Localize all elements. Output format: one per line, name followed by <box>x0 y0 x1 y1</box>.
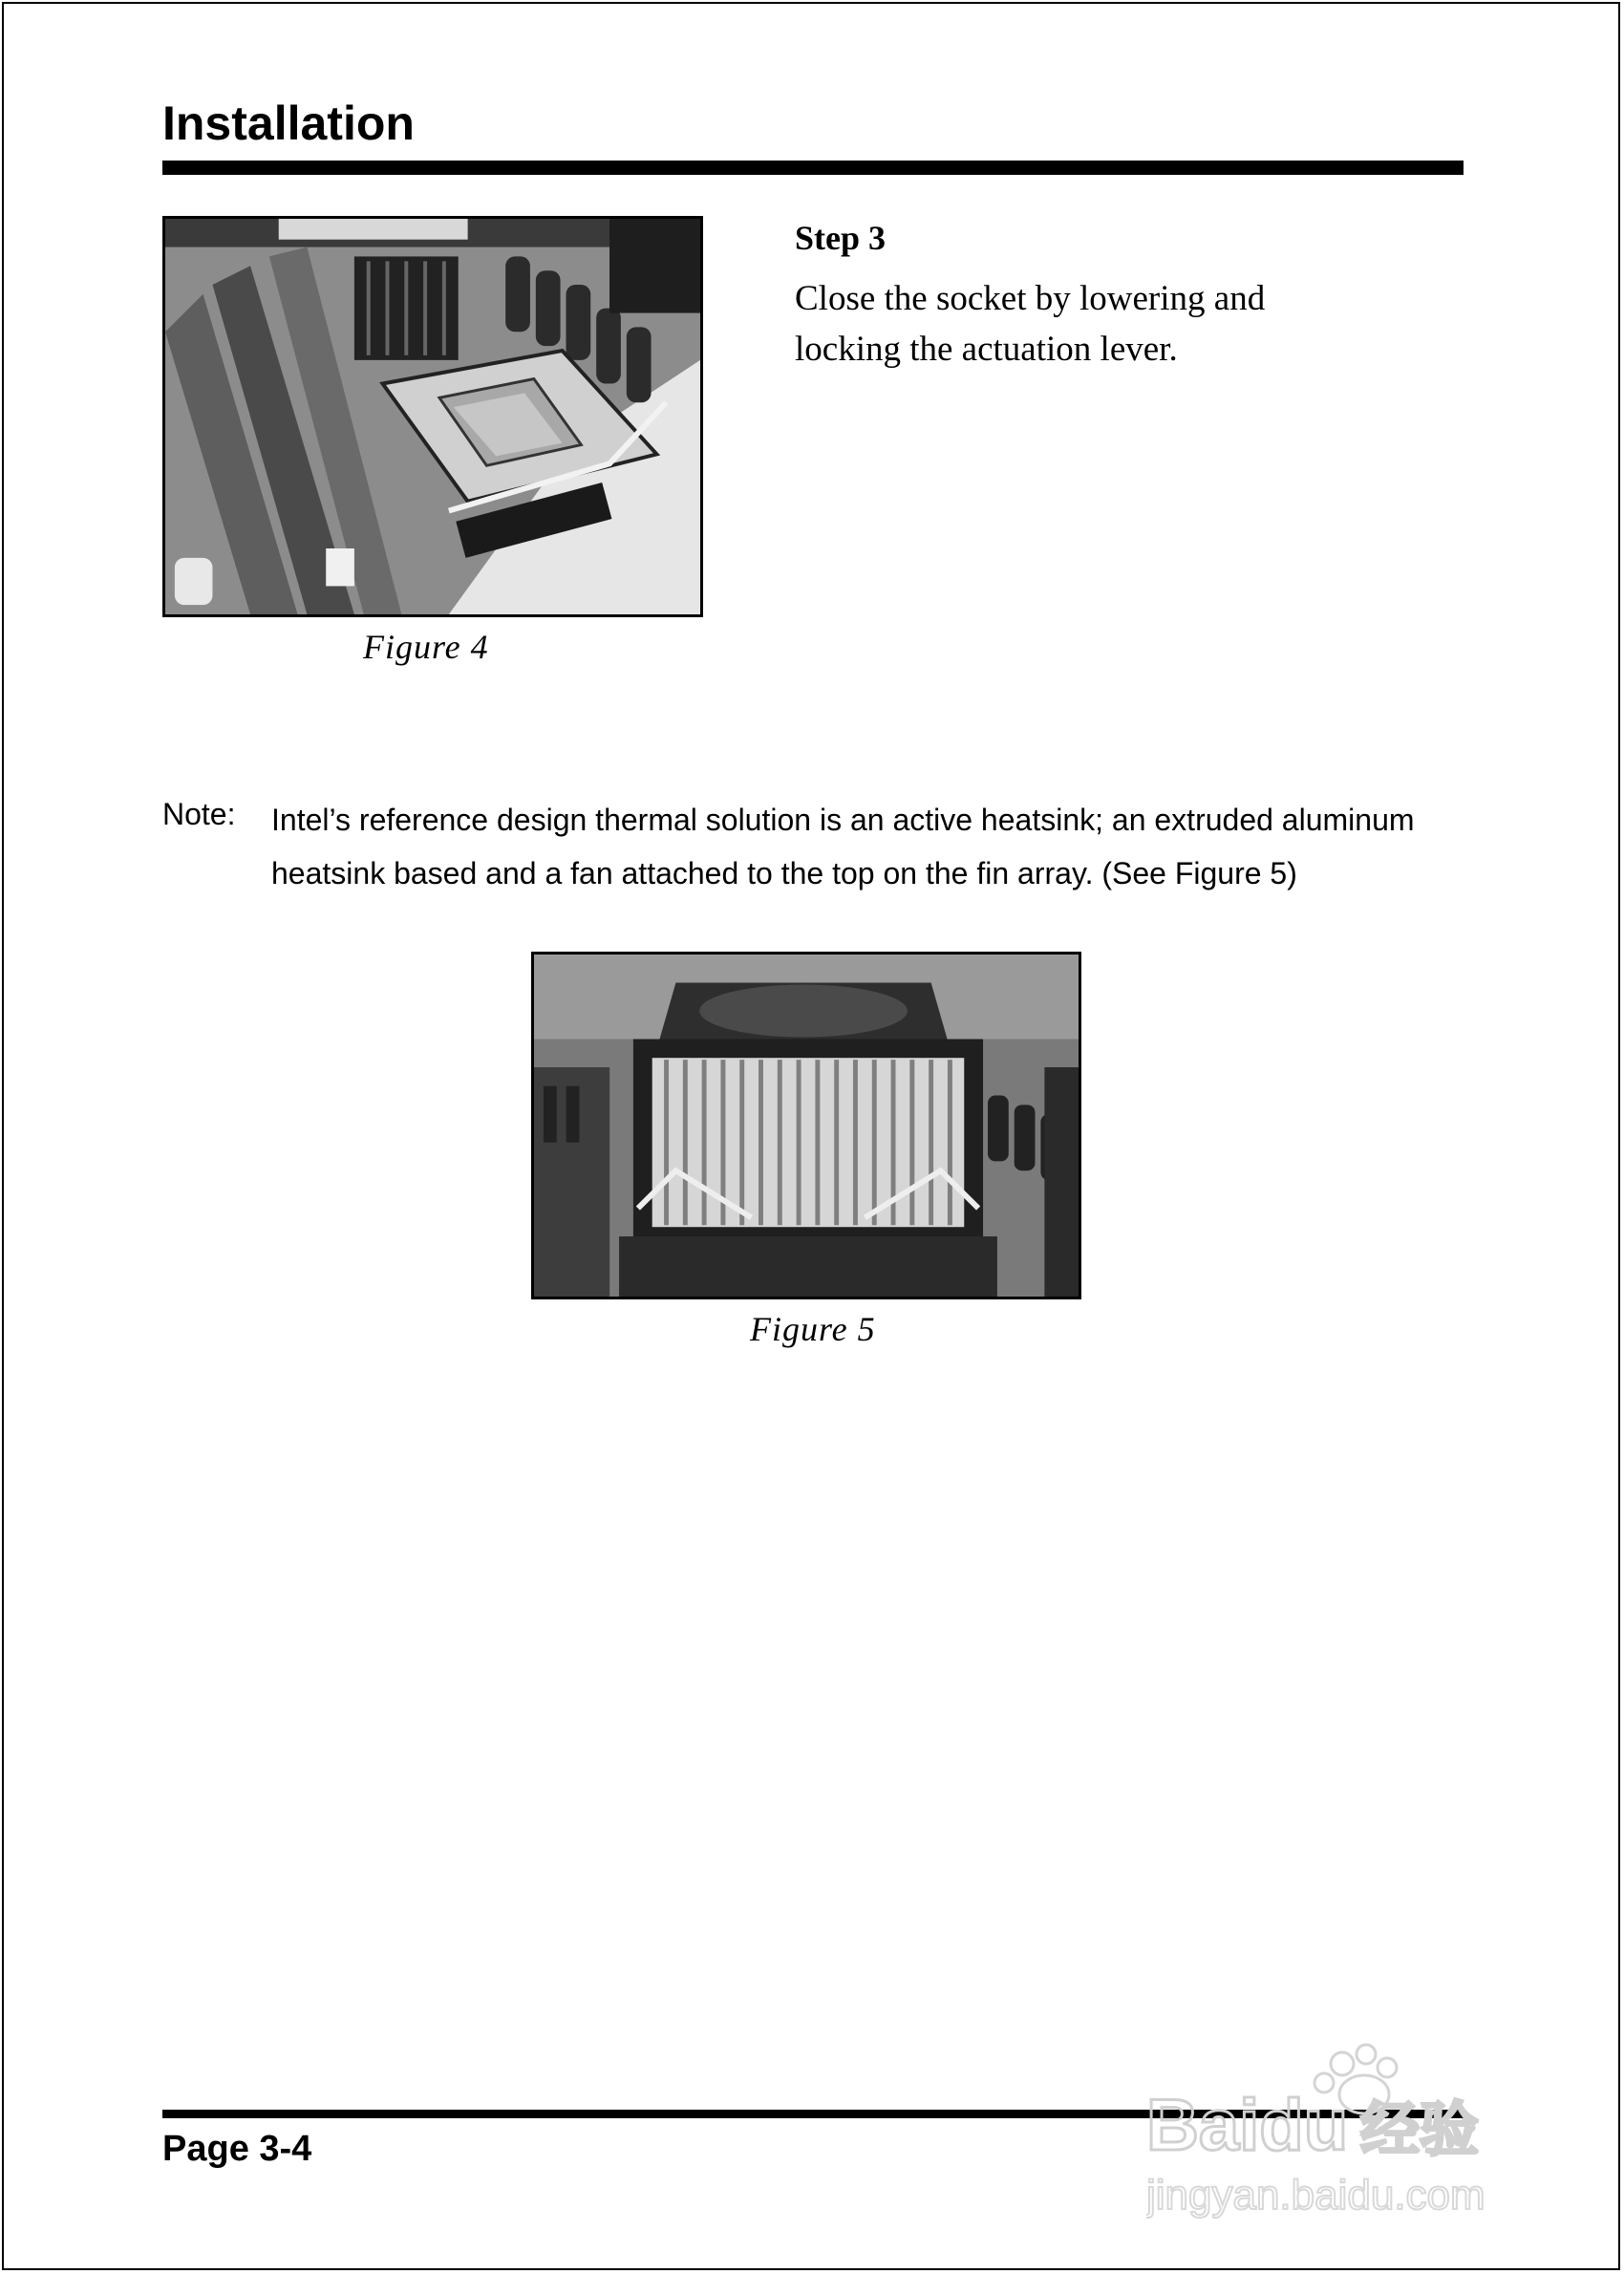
note-label: Note: <box>162 797 236 831</box>
figure-4-photo <box>162 216 703 617</box>
note-text: Intel’s reference design thermal solution is an active heatsink; an extruded aluminum heatsink based and a fan attached to the top on the fin array. (See Figure 5) <box>271 803 1415 890</box>
svg-text:Baidu: Baidu <box>1146 2085 1349 2166</box>
section-title: Installation <box>162 97 415 150</box>
page-number: Page 3-4 <box>162 2129 312 2169</box>
svg-text:jingyan.baidu.com: jingyan.baidu.com <box>1146 2172 1485 2219</box>
figure-5-photo <box>531 952 1081 1299</box>
figure-4-caption: Figure 4 <box>363 628 489 666</box>
svg-text:经验: 经验 <box>1360 2094 1480 2164</box>
figure-5-caption: Figure 5 <box>750 1310 876 1348</box>
step-title: Step 3 <box>795 219 887 257</box>
title-rule <box>162 161 1464 175</box>
baidu-watermark-logo <box>1146 2027 1538 2219</box>
step-text: Close the socket by lowering and locking the actuation lever. <box>795 279 1266 369</box>
